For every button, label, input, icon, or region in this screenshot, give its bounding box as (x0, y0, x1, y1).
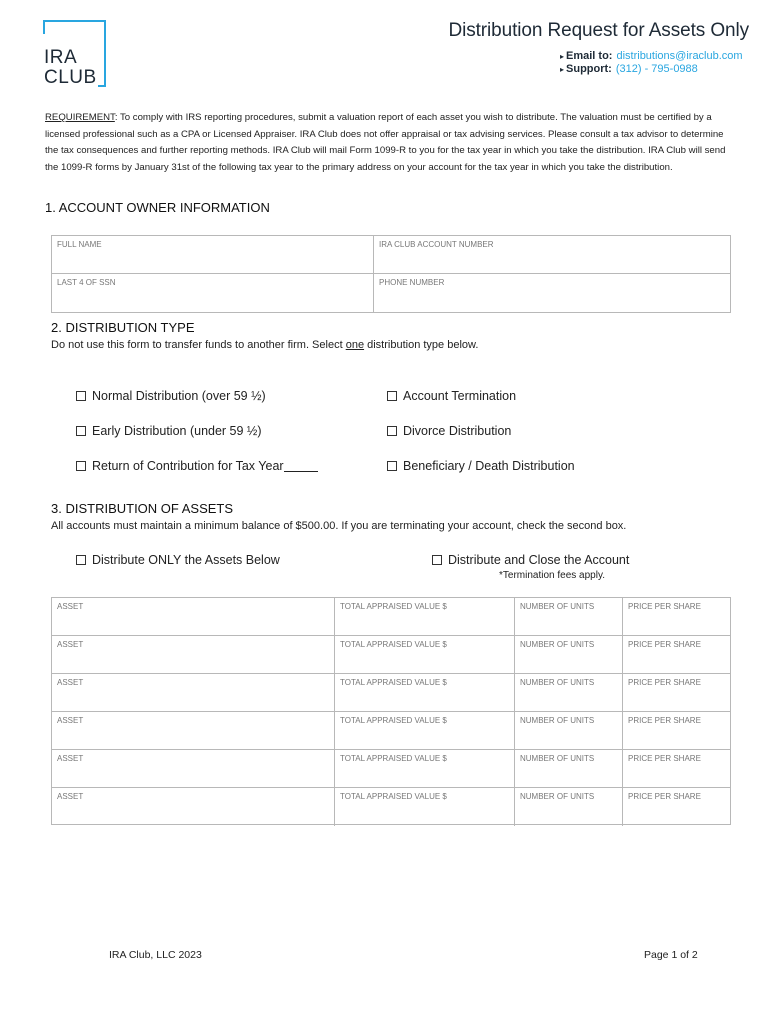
logo-bracket-top (43, 20, 106, 22)
normal-distribution-checkbox[interactable] (76, 389, 266, 403)
account-owner-table (51, 235, 731, 313)
beneficiary-death-checkbox[interactable] (387, 459, 575, 473)
section3-note: All accounts must maintain a minimum balance of $500.00. If you are terminating your account, check the second box. (51, 520, 627, 532)
price-per-share-field[interactable]: PRICE PER SHARE (623, 750, 730, 788)
option-label: Return of Contribution for Tax Year (92, 459, 284, 473)
appraised-value-field[interactable]: TOTAL APPRAISED VALUE $ (335, 712, 515, 750)
checkbox-icon[interactable] (387, 426, 397, 436)
checkbox-icon[interactable] (387, 461, 397, 471)
logo-bracket-left (43, 20, 45, 34)
option-label: Early Distribution (under 59 ½) (92, 424, 262, 438)
price-per-share-field[interactable]: PRICE PER SHARE (623, 674, 730, 712)
appraised-value-field[interactable]: TOTAL APPRAISED VALUE $ (335, 598, 515, 636)
number-of-units-field[interactable]: NUMBER OF UNITS (515, 598, 623, 636)
section3-title: 3. DISTRIBUTION OF ASSETS (51, 501, 234, 516)
checkbox-icon[interactable] (76, 555, 86, 565)
section2-title: 2. DISTRIBUTION TYPE (51, 320, 195, 335)
number-of-units-field[interactable]: NUMBER OF UNITS (515, 674, 623, 712)
number-of-units-field[interactable]: NUMBER OF UNITS (515, 636, 623, 674)
checkbox-icon[interactable] (387, 391, 397, 401)
checkbox-icon[interactable] (432, 555, 442, 565)
distribute-only-checkbox[interactable] (76, 553, 280, 567)
section2-note (51, 339, 478, 351)
divorce-distribution-checkbox[interactable] (387, 424, 511, 438)
support-label: Support: (566, 63, 612, 75)
asset-field[interactable]: ASSET (52, 712, 335, 750)
asset-field[interactable]: ASSET (52, 788, 335, 826)
termination-fee-note: *Termination fees apply. (499, 570, 605, 581)
appraised-value-field[interactable]: TOTAL APPRAISED VALUE $ (335, 636, 515, 674)
number-of-units-field[interactable]: NUMBER OF UNITS (515, 750, 623, 788)
support-phone-link[interactable]: (312) - 795-0988 (615, 63, 698, 75)
section2-note-after: distribution type below. (364, 339, 479, 351)
account-termination-checkbox[interactable] (387, 389, 516, 403)
price-per-share-field[interactable]: PRICE PER SHARE (623, 712, 730, 750)
ssn-last4-field[interactable]: LAST 4 OF SSN (52, 274, 374, 312)
appraised-value-field[interactable]: TOTAL APPRAISED VALUE $ (335, 788, 515, 826)
footer-company: IRA Club, LLC 2023 (109, 949, 202, 961)
appraised-value-field[interactable]: TOTAL APPRAISED VALUE $ (335, 750, 515, 788)
requirement-key: REQUIREMENT (45, 112, 115, 123)
contact-email (560, 50, 743, 62)
price-per-share-field[interactable]: PRICE PER SHARE (628, 792, 701, 801)
early-distribution-checkbox[interactable] (76, 424, 262, 438)
requirement-text: : To comply with IRS reporting procedures, submit a valuation report of each asset you wish to distribute. The valuation must be certified by a licensed professional such as a CPA or Licensed Appraiser. IRA Club does not offer appraisal or tax advising services. Please consult a tax advisor to determine the tax consequences and further reporting methods. IRA Club will mail Form 1099-R to you for the tax year in which you take the distribution. IRA Club will send the 1099-R forms by January 31st of the following tax year to the primary address on your account for the tax year in which you take the distribution. (45, 112, 726, 173)
tax-year-blank-field[interactable] (284, 462, 318, 472)
phone-number-field[interactable]: PHONE NUMBER (379, 278, 445, 287)
assets-table (51, 597, 731, 825)
logo-text-line1: IRA (44, 47, 78, 68)
price-per-share-field[interactable]: PRICE PER SHARE (623, 636, 730, 674)
footer-page-number: Page 1 of 2 (644, 949, 698, 961)
option-label: Normal Distribution (over 59 ½) (92, 389, 266, 403)
section2-note-before: Do not use this form to transfer funds to another firm. Select (51, 339, 346, 351)
email-link[interactable]: distributions@iraclub.com (616, 50, 743, 62)
section1-title: 1. ACCOUNT OWNER INFORMATION (45, 200, 270, 215)
number-of-units-field[interactable]: NUMBER OF UNITS (515, 712, 623, 750)
distribute-and-close-checkbox[interactable] (432, 553, 629, 567)
asset-field[interactable]: ASSET (52, 674, 335, 712)
arrow-icon: ▸ (560, 65, 565, 74)
return-of-contribution-checkbox[interactable] (76, 459, 318, 473)
option-label: Distribute ONLY the Assets Below (92, 553, 280, 567)
logo-text-line2: CLUB (44, 67, 97, 88)
contact-support (560, 63, 698, 75)
option-label: Distribute and Close the Account (448, 553, 630, 567)
account-number-field[interactable]: IRA CLUB ACCOUNT NUMBER (374, 236, 730, 274)
logo-bracket-bottom (98, 85, 106, 87)
number-of-units-field[interactable]: NUMBER OF UNITS (515, 788, 623, 826)
asset-field[interactable]: ASSET (52, 750, 335, 788)
arrow-icon: ▸ (560, 52, 565, 61)
asset-field[interactable]: ASSET (52, 636, 335, 674)
full-name-field[interactable]: FULL NAME (52, 236, 374, 274)
option-label: Divorce Distribution (403, 424, 512, 438)
ira-club-logo (43, 20, 109, 87)
requirement-paragraph (45, 110, 729, 176)
section2-note-emphasis: one (345, 339, 365, 351)
checkbox-icon[interactable] (76, 426, 86, 436)
price-per-share-field[interactable]: PRICE PER SHARE (623, 598, 730, 636)
appraised-value-field[interactable]: TOTAL APPRAISED VALUE $ (335, 674, 515, 712)
logo-bracket-right (104, 20, 106, 87)
asset-field[interactable]: ASSET (52, 598, 335, 636)
email-label: Email to: (566, 50, 613, 62)
option-label: Account Termination (403, 389, 517, 403)
page-title: Distribution Request for Assets Only (448, 20, 749, 41)
checkbox-icon[interactable] (76, 461, 86, 471)
option-label: Beneficiary / Death Distribution (403, 459, 575, 473)
checkbox-icon[interactable] (76, 391, 86, 401)
